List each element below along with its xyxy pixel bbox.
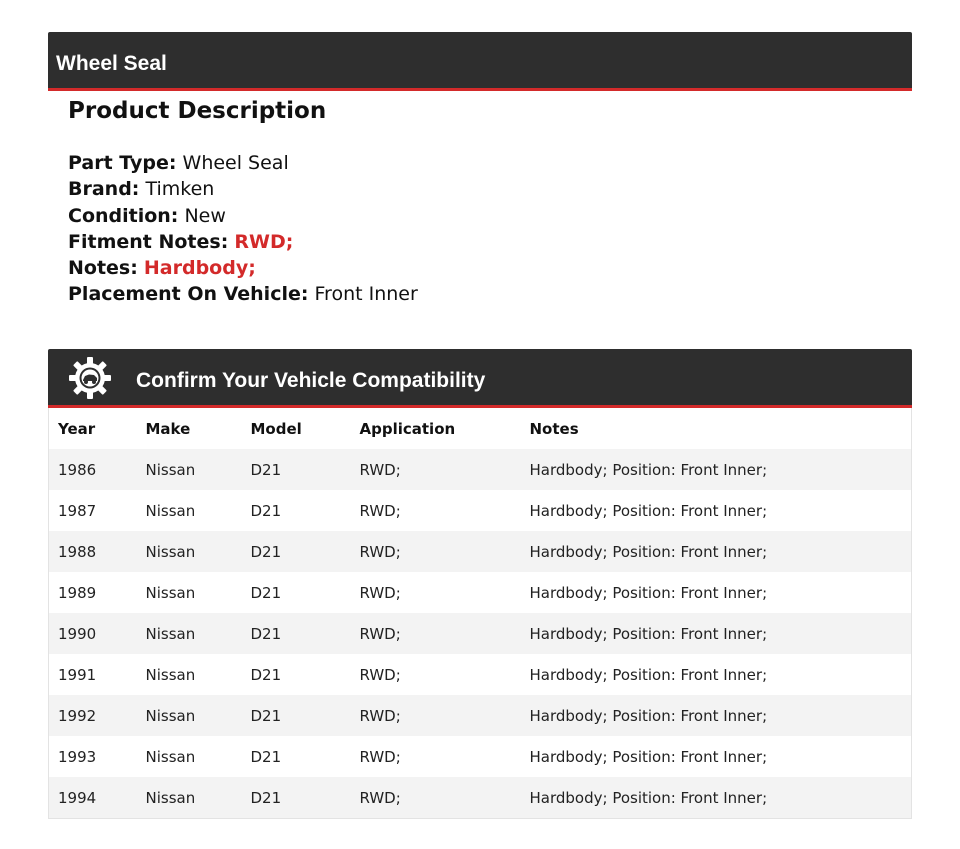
- make-cell: Nissan: [137, 654, 242, 695]
- spec-condition: [68, 203, 418, 229]
- spec-list: [68, 150, 418, 308]
- compatibility-table: [48, 408, 912, 819]
- model-cell: D21: [242, 695, 351, 736]
- make-cell: Nissan: [137, 531, 242, 572]
- spec-value: New: [184, 204, 226, 227]
- spec-label: Notes:: [68, 257, 138, 280]
- notes-cell: Hardbody; Position: Front Inner;: [521, 654, 912, 695]
- make-cell: Nissan: [137, 777, 242, 819]
- application-cell: RWD;: [351, 777, 521, 819]
- make-cell: Nissan: [137, 449, 242, 490]
- application-cell: RWD;: [351, 654, 521, 695]
- notes-cell: Hardbody; Position: Front Inner;: [521, 449, 912, 490]
- table-header-row: [49, 408, 912, 449]
- make-cell: Nissan: [137, 736, 242, 777]
- notes-cell: Hardbody; Position: Front Inner;: [521, 531, 912, 572]
- spec-part-type: [68, 150, 418, 176]
- model-cell: D21: [242, 613, 351, 654]
- year-cell: 1989: [49, 572, 137, 613]
- spec-value: Wheel Seal: [182, 152, 289, 174]
- compatibility-header-bar: [48, 349, 912, 408]
- year-cell: 1994: [49, 777, 137, 819]
- model-cell: D21: [242, 654, 351, 695]
- compatibility-title: Confirm Your Vehicle Compatibility: [136, 369, 486, 392]
- application-cell: RWD;: [351, 695, 521, 736]
- model-cell: D21: [242, 777, 351, 819]
- table-row: [49, 490, 912, 531]
- spec-value: Front Inner: [314, 283, 418, 306]
- section-title: Wheel Seal: [56, 52, 167, 75]
- table-row: [49, 531, 912, 572]
- year-cell: 1992: [49, 695, 137, 736]
- table-row: [49, 736, 912, 777]
- column-header-make: Make: [145, 419, 191, 438]
- year-cell: 1988: [49, 531, 137, 572]
- model-cell: D21: [242, 531, 351, 572]
- spec-fitment-notes: [68, 229, 418, 255]
- table-row: [49, 613, 912, 654]
- column-header-year: Year: [58, 419, 96, 438]
- application-cell: RWD;: [351, 736, 521, 777]
- model-cell: D21: [242, 490, 351, 531]
- make-cell: Nissan: [137, 572, 242, 613]
- model-cell: D21: [242, 449, 351, 490]
- section-header-bar: [48, 32, 912, 91]
- year-cell: 1987: [49, 490, 137, 531]
- spec-label: Fitment Notes:: [68, 230, 229, 253]
- column-header-model: Model: [250, 419, 302, 438]
- year-cell: 1986: [49, 449, 137, 490]
- year-cell: 1993: [49, 736, 137, 777]
- spec-label: Brand:: [68, 178, 140, 201]
- product-description: [68, 96, 326, 126]
- table-row: [49, 572, 912, 613]
- spec-label: Part Type:: [68, 152, 177, 174]
- notes-cell: Hardbody; Position: Front Inner;: [521, 572, 912, 613]
- gear-car-icon: [68, 356, 112, 400]
- application-cell: RWD;: [351, 613, 521, 654]
- make-cell: Nissan: [137, 490, 242, 531]
- spec-placement: [68, 281, 418, 307]
- make-cell: Nissan: [137, 695, 242, 736]
- column-header-notes: Notes: [529, 419, 579, 438]
- model-cell: D21: [242, 572, 351, 613]
- make-cell: Nissan: [137, 613, 242, 654]
- spec-brand: [68, 176, 418, 202]
- year-cell: 1990: [49, 613, 137, 654]
- year-cell: 1991: [49, 654, 137, 695]
- notes-cell: Hardbody; Position: Front Inner;: [521, 695, 912, 736]
- table-row: [49, 654, 912, 695]
- notes-cell: Hardbody; Position: Front Inner;: [521, 736, 912, 777]
- spec-label: Placement On Vehicle:: [68, 283, 309, 306]
- spec-value: RWD;: [234, 230, 294, 253]
- application-cell: RWD;: [351, 531, 521, 572]
- application-cell: RWD;: [351, 449, 521, 490]
- notes-cell: Hardbody; Position: Front Inner;: [521, 613, 912, 654]
- model-cell: D21: [242, 736, 351, 777]
- spec-value: Timken: [145, 178, 215, 201]
- spec-label: Condition:: [68, 204, 179, 227]
- application-cell: RWD;: [351, 490, 521, 531]
- description-heading: Product Description: [68, 98, 327, 124]
- column-header-application: Application: [359, 419, 456, 438]
- spec-value: Hardbody;: [143, 257, 256, 280]
- spec-notes: [68, 255, 418, 281]
- notes-cell: Hardbody; Position: Front Inner;: [521, 777, 912, 819]
- table-row: [49, 695, 912, 736]
- application-cell: RWD;: [351, 572, 521, 613]
- table-row: [49, 449, 912, 490]
- notes-cell: Hardbody; Position: Front Inner;: [521, 490, 912, 531]
- table-row: [49, 777, 912, 819]
